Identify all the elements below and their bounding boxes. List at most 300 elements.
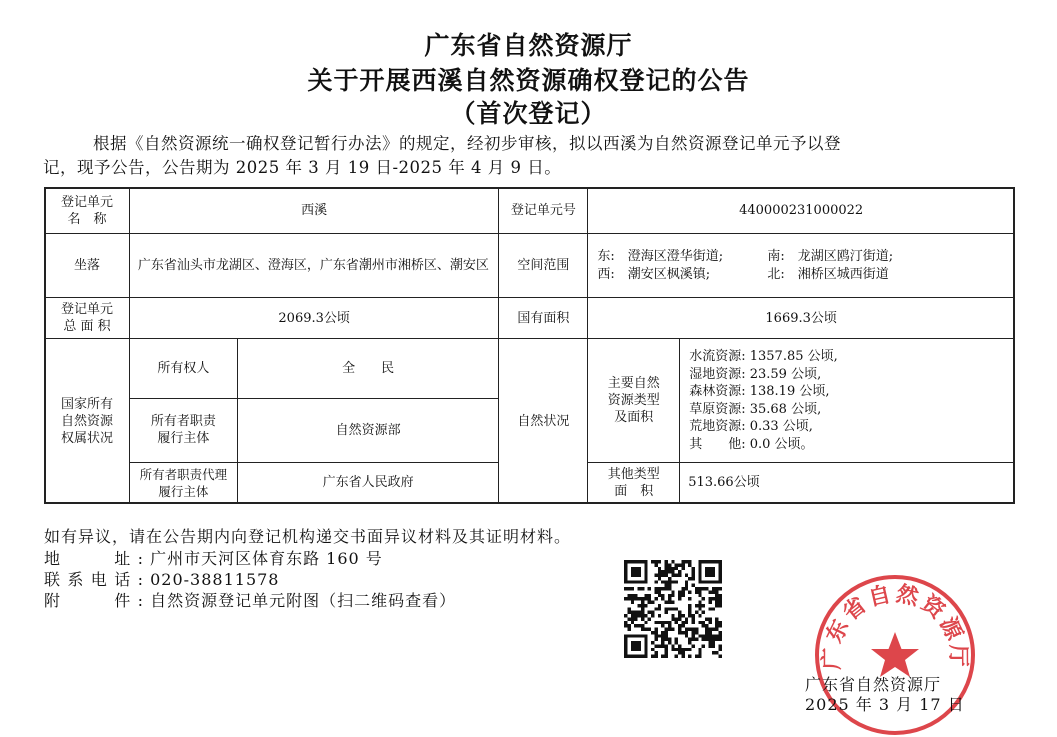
qr-module <box>644 594 647 597</box>
qr-module <box>685 560 688 563</box>
qr-module <box>638 604 641 607</box>
qr-module <box>712 580 715 583</box>
qr-module <box>715 634 718 637</box>
qr-module <box>654 580 657 583</box>
qr-module <box>658 567 661 570</box>
qr-module <box>654 563 657 566</box>
qr-module <box>702 560 705 563</box>
qr-module <box>715 628 718 631</box>
qr-module <box>644 567 647 570</box>
qr-module <box>654 634 657 637</box>
qr-module <box>648 628 651 631</box>
qr-module <box>627 611 630 614</box>
other-type-label: 其他类型 面 积 <box>588 462 680 503</box>
qr-module <box>708 641 711 644</box>
qr-module <box>688 590 691 593</box>
qr-module <box>698 574 701 577</box>
qr-module <box>678 611 681 614</box>
qr-module <box>631 644 634 647</box>
qr-module <box>671 574 674 577</box>
qr-module <box>654 574 657 577</box>
qr-module <box>624 567 627 570</box>
qr-module <box>654 655 657 658</box>
qr-module <box>688 638 691 641</box>
qr-module <box>658 587 661 590</box>
qr-module <box>678 648 681 651</box>
qr-module <box>644 580 647 583</box>
qr-module <box>719 638 722 641</box>
qr-module <box>644 651 647 654</box>
qr-module <box>634 617 637 620</box>
qr-module <box>675 655 678 658</box>
qr-module <box>665 584 668 587</box>
qr-module <box>698 560 701 563</box>
qr-module <box>631 597 634 600</box>
qr-module <box>712 560 715 563</box>
qr-module <box>692 638 695 641</box>
qr-module <box>668 638 671 641</box>
qr-module <box>675 563 678 566</box>
qr-module <box>712 638 715 641</box>
qr-module <box>665 644 668 647</box>
qr-module <box>624 563 627 566</box>
qr-module <box>705 617 708 620</box>
qr-module <box>668 584 671 587</box>
qr-module <box>712 570 715 573</box>
qr-module <box>712 590 715 593</box>
qr-module <box>638 614 641 617</box>
qr-module <box>624 651 627 654</box>
qr-module <box>671 617 674 620</box>
qr-code-icon[interactable] <box>624 560 722 658</box>
qr-module <box>661 634 664 637</box>
qr-module <box>708 644 711 647</box>
qr-module <box>627 617 630 620</box>
qr-module <box>705 570 708 573</box>
qr-module <box>695 628 698 631</box>
qr-module <box>688 655 691 658</box>
qr-module <box>641 604 644 607</box>
qr-module <box>685 628 688 631</box>
qr-module <box>671 607 674 610</box>
qr-module <box>702 611 705 614</box>
qr-module <box>631 567 634 570</box>
qr-module <box>634 634 637 637</box>
qr-module <box>631 641 634 644</box>
qr-module <box>681 648 684 651</box>
qr-module <box>668 587 671 590</box>
state-area-value: 1669.3公顷 <box>588 298 1015 339</box>
qr-module <box>688 563 691 566</box>
qr-module <box>675 638 678 641</box>
qr-module <box>658 614 661 617</box>
qr-module <box>658 621 661 624</box>
address-label: 地 址: <box>44 549 144 568</box>
qr-module <box>658 570 661 573</box>
total-area-label: 登记单元 总 面 积 <box>45 298 130 339</box>
qr-module <box>668 624 671 627</box>
qr-module <box>698 651 701 654</box>
qr-module <box>627 628 630 631</box>
qr-module <box>681 590 684 593</box>
qr-module <box>651 648 654 651</box>
qr-module <box>688 611 691 614</box>
qr-module <box>719 655 722 658</box>
qr-module <box>665 560 668 563</box>
qr-module <box>715 601 718 604</box>
intro-line-2: 记，现予公告，公告期为 2025 年 3 月 19 日-2025 年 4 月 9 日。 <box>43 158 562 177</box>
agent-value: 广东省人民政府 <box>237 462 499 503</box>
qr-module <box>641 634 644 637</box>
qr-module <box>638 644 641 647</box>
qr-module <box>665 638 668 641</box>
qr-module <box>627 594 630 597</box>
qr-module <box>661 570 664 573</box>
qr-module <box>712 641 715 644</box>
qr-module <box>661 587 664 590</box>
attachment-value: 自然资源登记单元附图（扫二维码查看） <box>150 591 457 610</box>
qr-module <box>671 594 674 597</box>
qr-module <box>654 560 657 563</box>
qr-module <box>692 570 695 573</box>
qr-module <box>705 634 708 637</box>
qr-module <box>665 574 668 577</box>
qr-module <box>665 634 668 637</box>
qr-module <box>692 631 695 634</box>
qr-module <box>624 624 627 627</box>
qr-module <box>698 648 701 651</box>
qr-module <box>654 628 657 631</box>
qr-module <box>715 587 718 590</box>
qr-module <box>665 628 668 631</box>
qr-module <box>641 587 644 590</box>
qr-module <box>681 621 684 624</box>
qr-module <box>688 577 691 580</box>
qr-module <box>665 567 668 570</box>
qr-module <box>695 655 698 658</box>
owner-label: 所有权人 <box>129 339 237 399</box>
qr-module <box>644 597 647 600</box>
qr-module <box>708 597 711 600</box>
qr-module <box>634 580 637 583</box>
qr-module <box>678 597 681 600</box>
qr-module <box>675 617 678 620</box>
qr-module <box>631 560 634 563</box>
resource-water: 水流资源: 1357.85 公顷, <box>689 349 838 365</box>
qr-module <box>675 580 678 583</box>
qr-module <box>644 644 647 647</box>
qr-module <box>708 638 711 641</box>
address-value: 广州市天河区体育东路 160 号 <box>150 549 383 568</box>
qr-module <box>715 590 718 593</box>
qr-module <box>698 580 701 583</box>
qr-module <box>665 651 668 654</box>
qr-module <box>648 611 651 614</box>
qr-module <box>715 617 718 620</box>
qr-module <box>719 577 722 580</box>
qr-module <box>665 607 668 610</box>
qr-module <box>671 570 674 573</box>
qr-module <box>695 590 698 593</box>
qr-module <box>698 621 701 624</box>
qr-module <box>702 638 705 641</box>
qr-module <box>624 641 627 644</box>
qr-module <box>641 607 644 610</box>
qr-module <box>685 617 688 620</box>
qr-module <box>702 604 705 607</box>
qr-module <box>678 624 681 627</box>
qr-module <box>692 567 695 570</box>
qr-module <box>702 634 705 637</box>
qr-module <box>651 611 654 614</box>
qr-module <box>648 597 651 600</box>
qr-module <box>695 631 698 634</box>
qr-module <box>638 587 641 590</box>
attachment-line <box>44 590 456 612</box>
registration-table <box>44 187 1015 504</box>
qr-module <box>665 580 668 583</box>
qr-module <box>624 614 627 617</box>
extent-label: 空间范围 <box>499 234 588 298</box>
qr-module <box>671 644 674 647</box>
seal-text: 广东省自然资源厅 <box>819 581 971 670</box>
qr-module <box>688 628 691 631</box>
qr-module <box>692 574 695 577</box>
qr-module <box>638 580 641 583</box>
qr-module <box>644 628 647 631</box>
qr-module <box>681 614 684 617</box>
qr-module <box>648 617 651 620</box>
qr-module <box>644 563 647 566</box>
qr-module <box>631 611 634 614</box>
qr-module <box>644 570 647 573</box>
qr-module <box>661 580 664 583</box>
qr-module <box>681 651 684 654</box>
qr-module <box>698 590 701 593</box>
qr-module <box>658 577 661 580</box>
qr-module <box>705 628 708 631</box>
qr-module <box>665 648 668 651</box>
qr-module <box>678 614 681 617</box>
qr-module <box>688 614 691 617</box>
qr-module <box>644 641 647 644</box>
qr-module <box>719 594 722 597</box>
qr-module <box>641 624 644 627</box>
qr-module <box>708 601 711 604</box>
qr-module <box>719 570 722 573</box>
qr-module <box>668 563 671 566</box>
qr-module <box>631 574 634 577</box>
extent-west: 西: 潮安区枫溪镇; <box>597 266 711 282</box>
qr-module <box>708 617 711 620</box>
qr-module <box>661 574 664 577</box>
qr-module <box>641 597 644 600</box>
qr-module <box>708 574 711 577</box>
unit-no-label: 登记单元号 <box>499 188 588 234</box>
qr-module <box>668 580 671 583</box>
extent-north: 北: 湘桥区城西街道 <box>767 266 889 282</box>
qr-module <box>658 634 661 637</box>
qr-module <box>665 655 668 658</box>
qr-module <box>631 617 634 620</box>
qr-module <box>671 567 674 570</box>
qr-module <box>681 567 684 570</box>
unit-no-value: 440000231000022 <box>588 188 1015 234</box>
qr-module <box>627 634 630 637</box>
qr-module <box>692 584 695 587</box>
qr-module <box>658 594 661 597</box>
phone-line <box>44 569 279 591</box>
resource-forest: 森林资源: 138.19 公顷, <box>689 384 830 400</box>
qr-module <box>719 631 722 634</box>
qr-module <box>678 631 681 634</box>
qr-module <box>665 601 668 604</box>
qr-module <box>651 601 654 604</box>
qr-module <box>688 597 691 600</box>
qr-module <box>681 560 684 563</box>
qr-module <box>627 587 630 590</box>
qr-module <box>708 621 711 624</box>
qr-module <box>688 648 691 651</box>
qr-module <box>685 621 688 624</box>
qr-module <box>698 587 701 590</box>
qr-module <box>634 644 637 647</box>
qr-module <box>688 641 691 644</box>
qr-module <box>678 617 681 620</box>
qr-module <box>631 601 634 604</box>
qr-module <box>678 644 681 647</box>
qr-module <box>719 587 722 590</box>
qr-module <box>698 607 701 610</box>
ownership-label: 国家所有 自然资源 权属状况 <box>45 339 130 504</box>
qr-module <box>644 648 647 651</box>
qr-module <box>708 567 711 570</box>
qr-module <box>634 594 637 597</box>
signature-org: 广东省自然资源厅 <box>805 675 942 694</box>
qr-module <box>638 648 641 651</box>
qr-module <box>624 655 627 658</box>
qr-module <box>654 590 657 593</box>
qr-module <box>668 594 671 597</box>
qr-module <box>627 624 630 627</box>
qr-module <box>685 631 688 634</box>
qr-module <box>638 560 641 563</box>
qr-module <box>627 655 630 658</box>
qr-module <box>719 634 722 637</box>
qr-module <box>719 604 722 607</box>
qr-module <box>702 597 705 600</box>
qr-module <box>668 641 671 644</box>
qr-module <box>688 607 691 610</box>
qr-module <box>661 638 664 641</box>
qr-module <box>702 580 705 583</box>
qr-module <box>644 614 647 617</box>
qr-module <box>665 563 668 566</box>
qr-module <box>675 648 678 651</box>
qr-module <box>712 587 715 590</box>
resource-grassland: 草原资源: 35.68 公顷, <box>689 401 822 417</box>
qr-module <box>634 570 637 573</box>
qr-module <box>692 644 695 647</box>
qr-module <box>671 628 674 631</box>
qr-module <box>685 580 688 583</box>
qr-module <box>624 587 627 590</box>
qr-module <box>719 567 722 570</box>
qr-module <box>624 621 627 624</box>
qr-module <box>715 560 718 563</box>
qr-module <box>631 594 634 597</box>
qr-module <box>671 614 674 617</box>
qr-module <box>671 590 674 593</box>
qr-module <box>638 634 641 637</box>
qr-module <box>668 621 671 624</box>
qr-module <box>681 631 684 634</box>
qr-module <box>665 570 668 573</box>
qr-module <box>668 601 671 604</box>
qr-module <box>644 655 647 658</box>
qr-module <box>692 577 695 580</box>
duty-label: 所有者职责 履行主体 <box>129 398 237 462</box>
qr-module <box>661 597 664 600</box>
qr-module <box>698 614 701 617</box>
qr-module <box>624 580 627 583</box>
qr-module <box>638 597 641 600</box>
qr-module <box>671 560 674 563</box>
qr-module <box>719 648 722 651</box>
qr-module <box>661 644 664 647</box>
qr-module <box>719 597 722 600</box>
qr-module <box>702 624 705 627</box>
qr-module <box>698 570 701 573</box>
qr-module <box>631 614 634 617</box>
qr-module <box>675 621 678 624</box>
seal-star-icon <box>871 632 919 677</box>
qr-module <box>712 634 715 637</box>
qr-module <box>712 574 715 577</box>
qr-module <box>624 597 627 600</box>
qr-module <box>651 655 654 658</box>
title-line-2: 关于开展西溪自然资源确权登记的公告 <box>307 66 750 95</box>
qr-module <box>705 624 708 627</box>
qr-module <box>644 560 647 563</box>
qr-module <box>692 628 695 631</box>
qr-module <box>658 607 661 610</box>
qr-module <box>685 584 688 587</box>
qr-module <box>702 644 705 647</box>
qr-module <box>651 641 654 644</box>
qr-module <box>654 621 657 624</box>
qr-module <box>658 590 661 593</box>
qr-module <box>681 655 684 658</box>
qr-module <box>627 580 630 583</box>
qr-module <box>695 604 698 607</box>
qr-module <box>675 567 678 570</box>
qr-module <box>631 580 634 583</box>
qr-module <box>634 560 637 563</box>
qr-module <box>624 648 627 651</box>
resource-wasteland: 荒地资源: 0.33 公顷, <box>689 419 813 435</box>
qr-module <box>708 560 711 563</box>
qr-module <box>638 567 641 570</box>
qr-module <box>715 597 718 600</box>
qr-module <box>708 590 711 593</box>
intro-line-1: 根据《自然资源统一确权登记暂行办法》的规定，经初步审核，拟以西溪为自然资源登记单元予以登 <box>93 134 841 153</box>
qr-module <box>678 590 681 593</box>
qr-module <box>648 601 651 604</box>
qr-module <box>624 570 627 573</box>
qr-module <box>641 628 644 631</box>
qr-module <box>705 587 708 590</box>
